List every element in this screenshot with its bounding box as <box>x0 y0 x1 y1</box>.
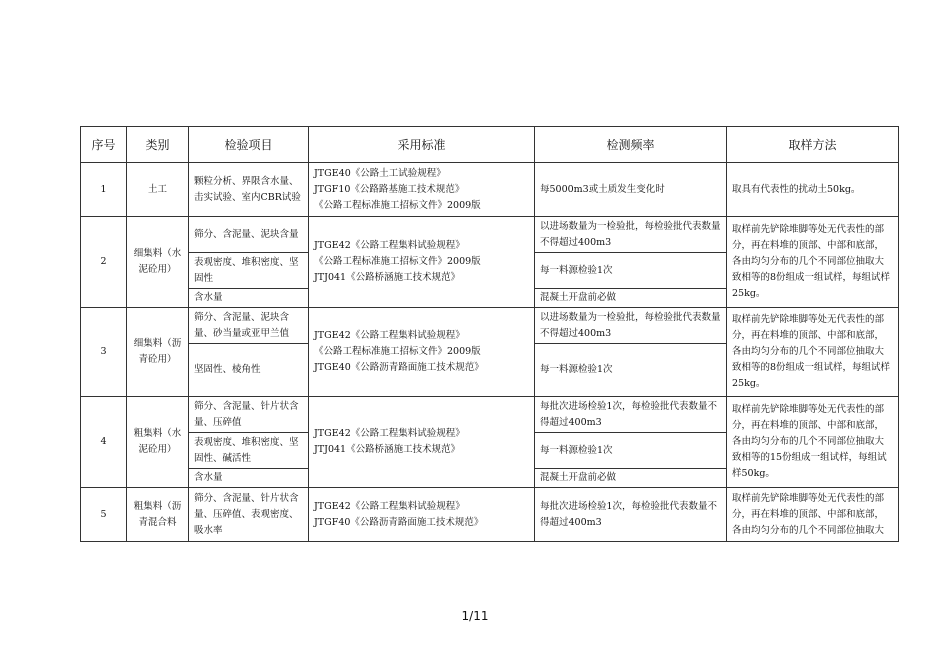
header-row <box>81 127 899 163</box>
row-method: 取样前先铲除堆脚等处无代表性的部分，再在料堆的顶部、中部和底部，各由均匀分布的几个不同部位抽取大致相等的8份组成一组试样，每组试样25kg。 <box>727 217 899 308</box>
table-row <box>81 217 899 253</box>
row-frequency: 每批次进场检验1次，每检验批代表数量不得超过400m3 <box>535 397 727 433</box>
row-category: 细集料（沥青砼用） <box>127 308 189 397</box>
row-standards <box>309 488 535 542</box>
standard-line: 《公路工程标准施工招标文件》2009版 <box>314 346 481 357</box>
row-frequency: 每一料源检验1次 <box>535 253 727 289</box>
header-cell: 序号 <box>81 127 127 163</box>
row-frequency: 混凝土开盘前必做 <box>535 289 727 308</box>
row-standards <box>309 217 535 308</box>
row-method: 取样前先铲除堆脚等处无代表性的部分，再在料堆的顶部、中部和底部，各由均匀分布的几个不同部位抽取大致相等的8份组成一组试样，每组试样25kg。 <box>727 308 899 397</box>
table-row <box>81 163 899 217</box>
table-row <box>81 397 899 433</box>
row-method: 取样前先铲除堆脚等处无代表性的部分，再在料堆的顶部、中部和底部，各由均匀分布的几个不同部位抽取大致相等的15份组成一组试样，每组试样50kg。 <box>727 397 899 488</box>
row-number: 1 <box>81 163 127 217</box>
row-number: 2 <box>81 217 127 308</box>
row-item: 表观密度、堆积密度、坚固性、碱活性 <box>189 433 309 469</box>
row-item: 筛分、含泥量、泥块含量、砂当量或亚甲兰值 <box>189 308 309 344</box>
table-row <box>81 308 899 344</box>
row-item: 颗粒分析、界限含水量、击实试验、室内CBR试验 <box>189 163 309 217</box>
row-frequency: 每一料源检验1次 <box>535 433 727 469</box>
row-category: 粗集料（水泥砼用） <box>127 397 189 488</box>
standard-line: JTJ041《公路桥涵施工技术规范》 <box>314 444 461 455</box>
row-frequency: 混凝土开盘前必做 <box>535 469 727 488</box>
standard-line: JTJ041《公路桥涵施工技术规范》 <box>314 272 461 283</box>
page-number: 1/11 <box>461 609 489 623</box>
standard-line: JTGF40《公路沥青路面施工技术规范》 <box>314 516 484 528</box>
standard-line: JTGE42《公路工程集料试验规程》 <box>314 240 465 251</box>
row-standards <box>309 163 535 217</box>
standard-line: JTGE40《公路沥青路面施工技术规范》 <box>314 362 484 373</box>
row-number: 3 <box>81 308 127 397</box>
header-cell: 检测频率 <box>535 127 727 163</box>
standard-line: JTGE42《公路工程集料试验规程》 <box>314 428 465 439</box>
standard-line: JTGE42《公路工程集料试验规程》 <box>314 500 465 512</box>
row-frequency: 每5000m3或土质发生变化时 <box>535 163 727 217</box>
row-item: 筛分、含泥量、针片状含量、压碎值 <box>189 397 309 433</box>
header-cell: 检验项目 <box>189 127 309 163</box>
row-number: 4 <box>81 397 127 488</box>
standard-line: 《公路工程标准施工招标文件》2009版 <box>314 256 481 267</box>
row-standards <box>309 397 535 488</box>
row-item: 筛分、含泥量、泥块含量 <box>189 217 309 253</box>
header-cell: 类别 <box>127 127 189 163</box>
standard-line: 《公路工程标准施工招标文件》2009版 <box>314 199 481 211</box>
row-frequency: 每批次进场检验1次，每检验批代表数量不得超过400m3 <box>535 488 727 542</box>
row-method: 取样前先铲除堆脚等处无代表性的部分，再在料堆的顶部、中部和底部，各由均匀分布的几个不同部位抽取大 <box>727 488 899 542</box>
row-frequency: 以进场数量为一检验批，每检验批代表数量不得超过400m3 <box>535 308 727 344</box>
spec-table <box>80 126 899 542</box>
row-item: 表观密度、堆积密度、坚固性 <box>189 253 309 289</box>
standard-line: JTGE40《公路土工试验规程》 <box>314 167 446 179</box>
row-item: 含水量 <box>189 469 309 488</box>
row-standards <box>309 308 535 397</box>
row-item: 含水量 <box>189 289 309 308</box>
row-category: 粗集料（沥青混合料 <box>127 488 189 542</box>
standard-line: JTGE42《公路工程集料试验规程》 <box>314 330 465 341</box>
standard-line: JTGF10《公路路基施工技术规范》 <box>314 183 465 195</box>
row-frequency: 每一料源检验1次 <box>535 344 727 397</box>
row-frequency: 以进场数量为一检验批，每检验批代表数量不得超过400m3 <box>535 217 727 253</box>
header-cell: 采用标准 <box>309 127 535 163</box>
row-category: 细集料（水泥砼用） <box>127 217 189 308</box>
row-method: 取具有代表性的扰动土50kg。 <box>727 163 899 217</box>
row-number: 5 <box>81 488 127 542</box>
table-row <box>81 488 899 542</box>
row-category: 土工 <box>127 163 189 217</box>
row-item: 坚固性、棱角性 <box>189 344 309 397</box>
row-item: 筛分、含泥量、针片状含量、压碎值、表观密度、吸水率 <box>189 488 309 542</box>
header-cell: 取样方法 <box>727 127 899 163</box>
